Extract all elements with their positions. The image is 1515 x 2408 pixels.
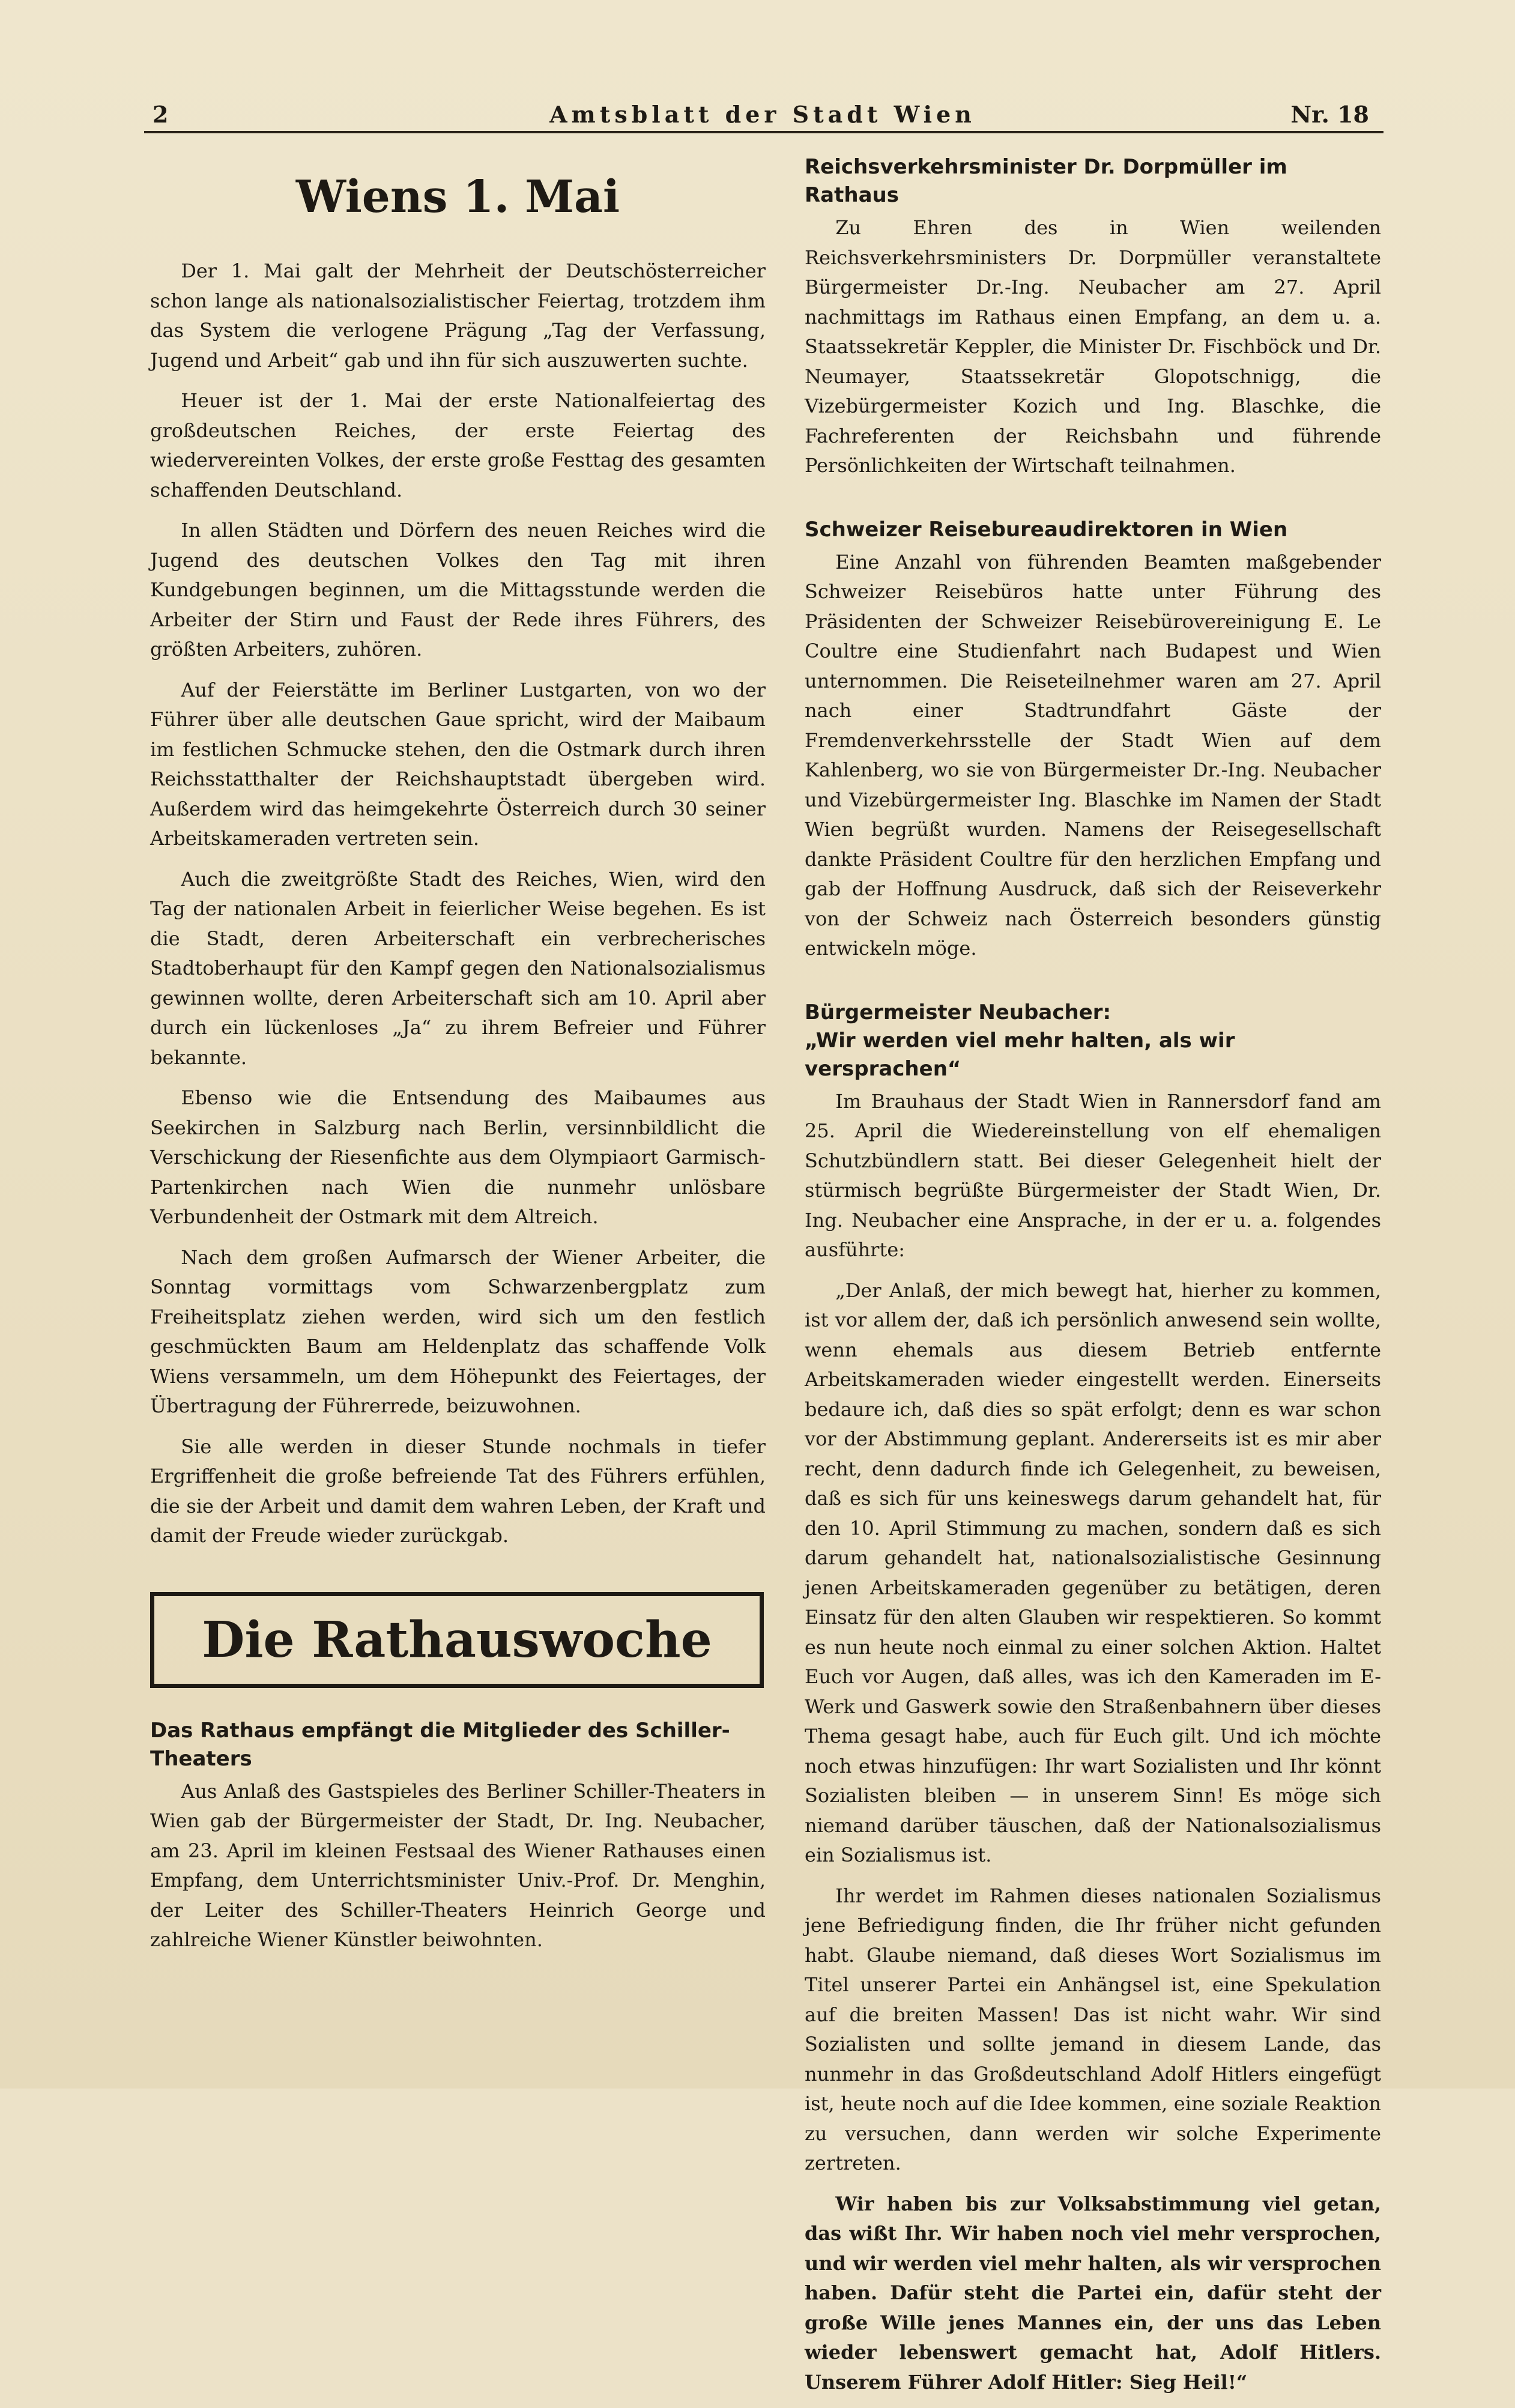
section-box-rathauswoche: Die Rathauswoche — [150, 1592, 764, 1688]
headline-may-day: Wiens 1. Mai — [295, 171, 620, 223]
article-paragraph: Zu Ehren des in Wien weilenden Reichsverkehrsministers Dr. Dorpmüller veranstaltete Bürgermeister Dr.-Ing. Neubacher am 27. April nachmittags im Rathaus einen Empfang, an dem u. a. Staatssekretär Keppler, die Minister Dr. Fischböck und Dr. Neumayer, Staatssekretär Glopotschnigg, die Vizebürgermeister Kozich und Ing. Blaschke, die Fachreferenten der Reichsbahn und führende Persönlichkeiten der Wirtschaft teilnahmen. — [805, 216, 1381, 477]
article-paragraph-bold: Wir haben bis zur Volksabstimmung viel getan, das wißt Ihr. Wir haben noch viel mehr versprochen, und wir werden viel mehr halten, als wir versprochen haben. Dafür steht die Partei ein, dafür steht der große Wille jenes Mannes ein, der uns das Leben wieder lebenswert gemacht hat, Adolf Hitlers. Unserem Führer Adolf Hitler: Sieg Heil!“ — [805, 2192, 1381, 2394]
heading-neubacher: Bürgermeister Neubacher: — [805, 1000, 1111, 1024]
article-paragraph: Heuer ist der 1. Mai der erste Nationalfeiertag des großdeutschen Reiches, der erste Feiertag des wiedervereinten Volkes, der erste große Festtag des gesamten schaffenden Deutschland. — [150, 389, 766, 501]
issue-number: Nr. 18 — [1290, 101, 1369, 128]
page-header — [144, 96, 1381, 130]
article-paragraph: In allen Städten und Dörfern des neuen Reiches wird die Jugend des deutschen Volkes den Tag mit ihren Kundgebungen beginnen, um die Mittagsstunde werden die Arbeiter der Stirn und Faust der Rede ihres Führers, des größten Arbeiters, zuhören. — [150, 519, 766, 661]
page-number: 2 — [153, 101, 169, 128]
article-paragraph: „Der Anlaß, der mich bewegt hat, hierher zu kommen, ist vor allem der, daß ich persönlich anwesend sein wollte, wenn ehemals aus diesem Betrieb entfernte Arbeitskameraden wieder eingestellt werden. Einerseits bedaure ich, daß dies so spät erfolgt; denn es war schon vor der Abstimmung geplant. Andererseits ist es mir aber recht, denn dadurch finde ich Gelegenheit, zu beweisen, daß es sich für uns keineswegs darum gehandelt hat, für den 10. April Stimmung zu machen, sondern daß es sich darum gehandelt hat, nationalsozialistische Gesinnung jenen Arbeitskameraden gegenüber zu betätigen, deren Einsatz für den alten Glauben wir respektieren. So kommt es nun heute noch einmal zu einer solchen Aktion. Haltet Euch vor Augen, daß alles, was ich den Kameraden im E-Werk und Gaswerk sowie den Straßenbahnern über dieses Thema gesagt habe, auch für Euch gilt. Und ich möchte noch etwas hinzufügen: Ihr wart Sozialisten und Ihr könnt Sozialisten bleiben — in unserem Sinn! Es möge sich niemand darüber täuschen, daß der Nationalsozialismus ein Sozialismus ist. — [805, 1278, 1381, 1866]
heading-schiller-theater: Das Rathaus empfängt die Mitglieder des Schiller-Theaters — [150, 1718, 730, 1771]
heading-dorpmueller: Reichsverkehrsminister Dr. Dorpmüller im Rathaus — [805, 155, 1287, 207]
article-paragraph: Der 1. Mai galt der Mehrheit der Deutschösterreicher schon lange als nationalsozialistischer Feiertag, trotzdem ihm das System die verlogene Prägung „Tag der Verfassung, Jugend und Arbeit“ gab und ihn für sich auszuwerten suchte. — [150, 259, 766, 372]
article-paragraph: Aus Anlaß des Gastspieles des Berliner Schiller-Theaters in Wien gab der Bürgermeister der Stadt, Dr. Ing. Neubacher, am 23. April im kleinen Festsaal des Wiener Rathauses einen Empfang, dem Unterrichtsminister Univ.-Prof. Dr. Menghin, der Leiter des Schiller-Theaters Heinrich George und zahlreiche Wiener Künstler beiwohnten. — [150, 1779, 766, 1951]
heading-schweizer-reisebureau: Schweizer Reisebureaudirektoren in Wien — [805, 517, 1288, 542]
article-paragraph: Auf der Feierstätte im Berliner Lustgarten, von wo der Führer über alle deutschen Gaue spricht, wird der Maibaum im festlichen Schmucke stehen, den die Ostmark durch ihren Reichsstatthalter der Reichshauptstadt übergeben wird. Außerdem wird das heimgekehrte Österreich durch 30 seiner Arbeitskameraden vertreten sein. — [150, 678, 766, 850]
article-paragraph: Nach dem großen Aufmarsch der Wiener Arbeiter, die Sonntag vormittags vom Schwarzenbergplatz zum Freiheitsplatz ziehen werden, wird sich um den festlich geschmückten Baum am Heldenplatz das schaffende Volk Wiens versammeln, um dem Höhepunkt des Feiertages, der Übertragung der Führerrede, beizuwohnen. — [150, 1245, 766, 1417]
right-column — [805, 153, 1381, 2408]
article-paragraph: Im Brauhaus der Stadt Wien in Rannersdorf fand am 25. April die Wiedereinstellung von elf ehemaligen Schutzbündlern statt. Bei dieser Gelegenheit hielt der stürmisch begrüßte Bürgermeister der Stadt Wien, Dr. Ing. Neubacher eine Ansprache, in der er u. a. folgendes ausführte: — [805, 1089, 1381, 1261]
article-paragraph: Eine Anzahl von führenden Beamten maßgebender Schweizer Reisebüros hatte unter Führung des Präsidenten der Schweizer Reisebürovereinigung E. Le Coultre eine Studienfahrt nach Budapest und Wien unternommen. Die Reiseteilnehmer waren am 27. April nach einer Stadtrundfahrt Gäste der Fremdenverkehrsstelle der Stadt Wien auf dem Kahlenberg, wo sie von Bürgermeister Dr.-Ing. Neubacher und Vizebürgermeister Ing. Blaschke im Namen der Stadt Wien begrüßt wurden. Namens der Reisegesellschaft dankte Präsident Coultre für den herzlichen Empfang und gab der Hoffnung Ausdruck, daß sich der Reiseverkehr von der Schweiz nach Österreich besonders günstig entwickeln möge. — [805, 550, 1381, 960]
publication-title: Amtsblatt der Stadt Wien — [549, 101, 976, 128]
article-paragraph: Ebenso wie die Entsendung des Maibaumes aus Seekirchen in Salzburg nach Berlin, versinnbildlicht die Verschickung der Riesenfichte aus dem Olympiaort Garmisch-Partenkirchen nach Wien die nunmehr unlösbare Verbundenheit der Ostmark mit dem Altreich. — [150, 1086, 766, 1228]
heading-neubacher-quote: „Wir werden viel mehr halten, als wir versprachen“ — [805, 1028, 1235, 1081]
article-paragraph: Sie alle werden in dieser Stunde nochmals in tiefer Ergriffenheit die große befreiende Tat des Führers erfühlen, die sie der Arbeit und damit dem wahren Leben, der Kraft und damit der Freude wieder zurückgab. — [150, 1435, 766, 1547]
left-column — [150, 153, 766, 1966]
article-paragraph: Auch die zweitgrößte Stadt des Reiches, Wien, wird den Tag der nationalen Arbeit in feierlicher Weise begehen. Es ist die Stadt, deren Arbeiterschaft ein verbrecherisches Stadtoberhaupt für den Kampf gegen den Nationalsozialismus gewinnen wollte, deren Arbeiterschaft sich am 10. April aber durch ein lückenloses „Ja“ zu ihrem Befreier und Führer bekannte. — [150, 867, 766, 1069]
header-rule — [144, 131, 1383, 133]
article-paragraph: Ihr werdet im Rahmen dieses nationalen Sozialismus jene Befriedigung finden, die Ihr früher nicht gefunden habt. Glaube niemand, daß dieses Wort Sozialismus im Titel unserer Partei ein Anhängsel ist, eine Spekulation auf die breiten Massen! Das ist nicht wahr. Wir sind Sozialisten und sollte jemand in diesem Lande, das nunmehr in das Großdeutschland Adolf Hitlers eingefügt ist, heute noch auf die Idee kommen, eine soziale Reaktion zu versuchen, dann werden wir solche Experimente zertreten. — [805, 1884, 1381, 2174]
